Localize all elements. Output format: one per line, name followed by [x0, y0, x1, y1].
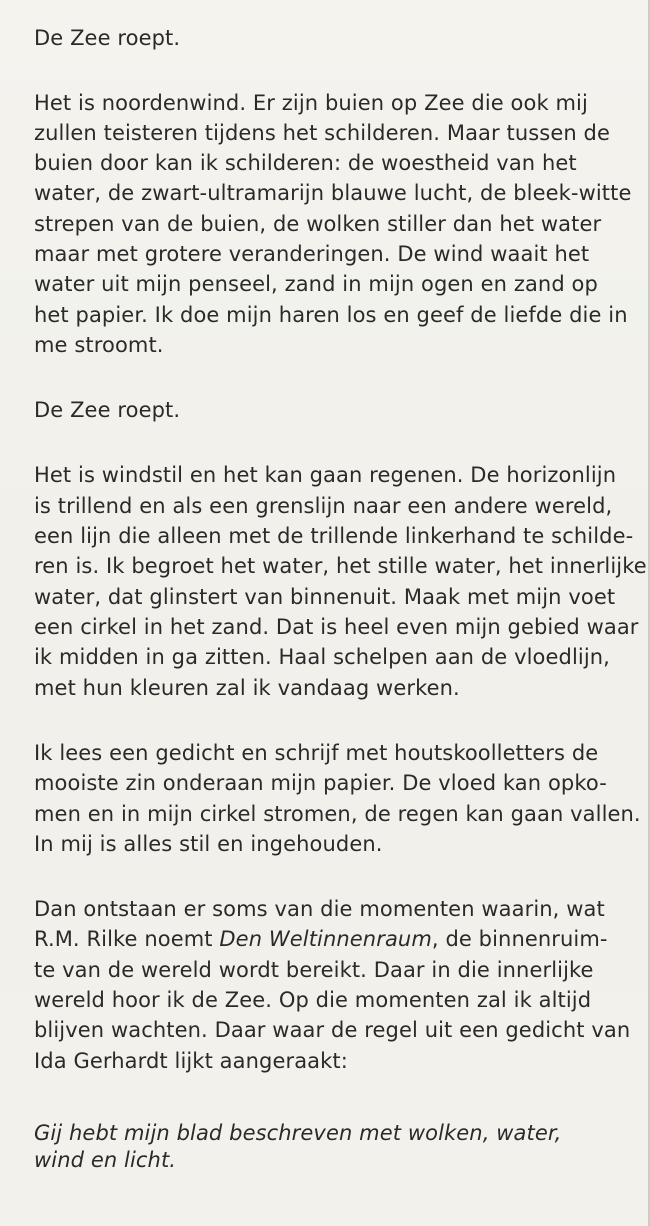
quote-line: Gij hebt mijn blad beschreven met wolken, water, [34, 1121, 562, 1145]
text-line: een lijn die alleen met de trillende linkerhand te schilde- [34, 524, 634, 548]
text-line: het papier. Ik doe mijn haren los en geef de liefde die in [34, 303, 628, 327]
work-title: Den Weltinnenraum [219, 927, 432, 951]
text-line: water uit mijn penseel, zand in mijn ogen en zand op [34, 272, 598, 296]
text-line: te van de wereld wordt bereikt. Daar in die innerlijke [34, 958, 594, 982]
text-line: mooiste zin onderaan mijn papier. De vloed kan opko- [34, 771, 607, 795]
text-line: wereld hoor ik de Zee. Op die momenten zal ik altijd [34, 988, 592, 1012]
heading-de-zee-roept-1: De Zee roept. [34, 26, 181, 50]
text-line: men en in mijn cirkel stromen, de regen kan gaan vallen. [34, 802, 641, 826]
text-line: Ida Gerhardt lijkt aangeraakt: [34, 1049, 348, 1073]
text-line: water, dat glinstert van binnenuit. Maak met mijn voet [34, 585, 616, 609]
text-fragment: , de binnenruim- [431, 927, 608, 951]
text-line: buien door kan ik schilderen: de woestheid van het [34, 151, 577, 175]
text-line-with-title [34, 924, 608, 954]
text-line: is trillend en als een grenslijn naar een andere wereld, [34, 494, 613, 518]
text-fragment: R.M. Rilke noemt [34, 927, 220, 951]
quote-line: wind en licht. [34, 1148, 177, 1172]
text-line: Ik lees een gedicht en schrijf met houtskoolletters de [34, 741, 599, 765]
heading-de-zee-roept-2: De Zee roept. [34, 398, 181, 422]
text-line: ik midden in ga zitten. Haal schelpen aan de vloedlijn, [34, 645, 610, 669]
text-line: ren is. Ik begroet het water, het stille water, het innerlijke [34, 554, 647, 578]
text-line: maar met grotere veranderingen. De wind waait het [34, 242, 590, 266]
text-line: blijven wachten. Daar waar de regel uit een gedicht van [34, 1018, 631, 1042]
text-line: strepen van de buien, de wolken stiller dan het water [34, 212, 602, 236]
text-line: zullen teisteren tijdens het schilderen. Maar tussen de [34, 121, 610, 145]
text-line: water, de zwart-ultramarijn blauwe lucht, de bleek-witte [34, 181, 632, 205]
text-line: me stroomt. [34, 333, 164, 357]
text-line: Het is noordenwind. Er zijn buien op Zee die ook mij [34, 91, 588, 115]
text-line: Dan ontstaan er soms van die momenten waarin, wat [34, 897, 605, 921]
text-line: met hun kleuren zal ik vandaag werken. [34, 676, 460, 700]
text-line: een cirkel in het zand. Dat is heel even mijn gebied waar [34, 615, 639, 639]
text-line: In mij is alles stil en ingehouden. [34, 832, 383, 856]
text-line: Het is windstil en het kan gaan regenen. De horizonlijn [34, 463, 617, 487]
